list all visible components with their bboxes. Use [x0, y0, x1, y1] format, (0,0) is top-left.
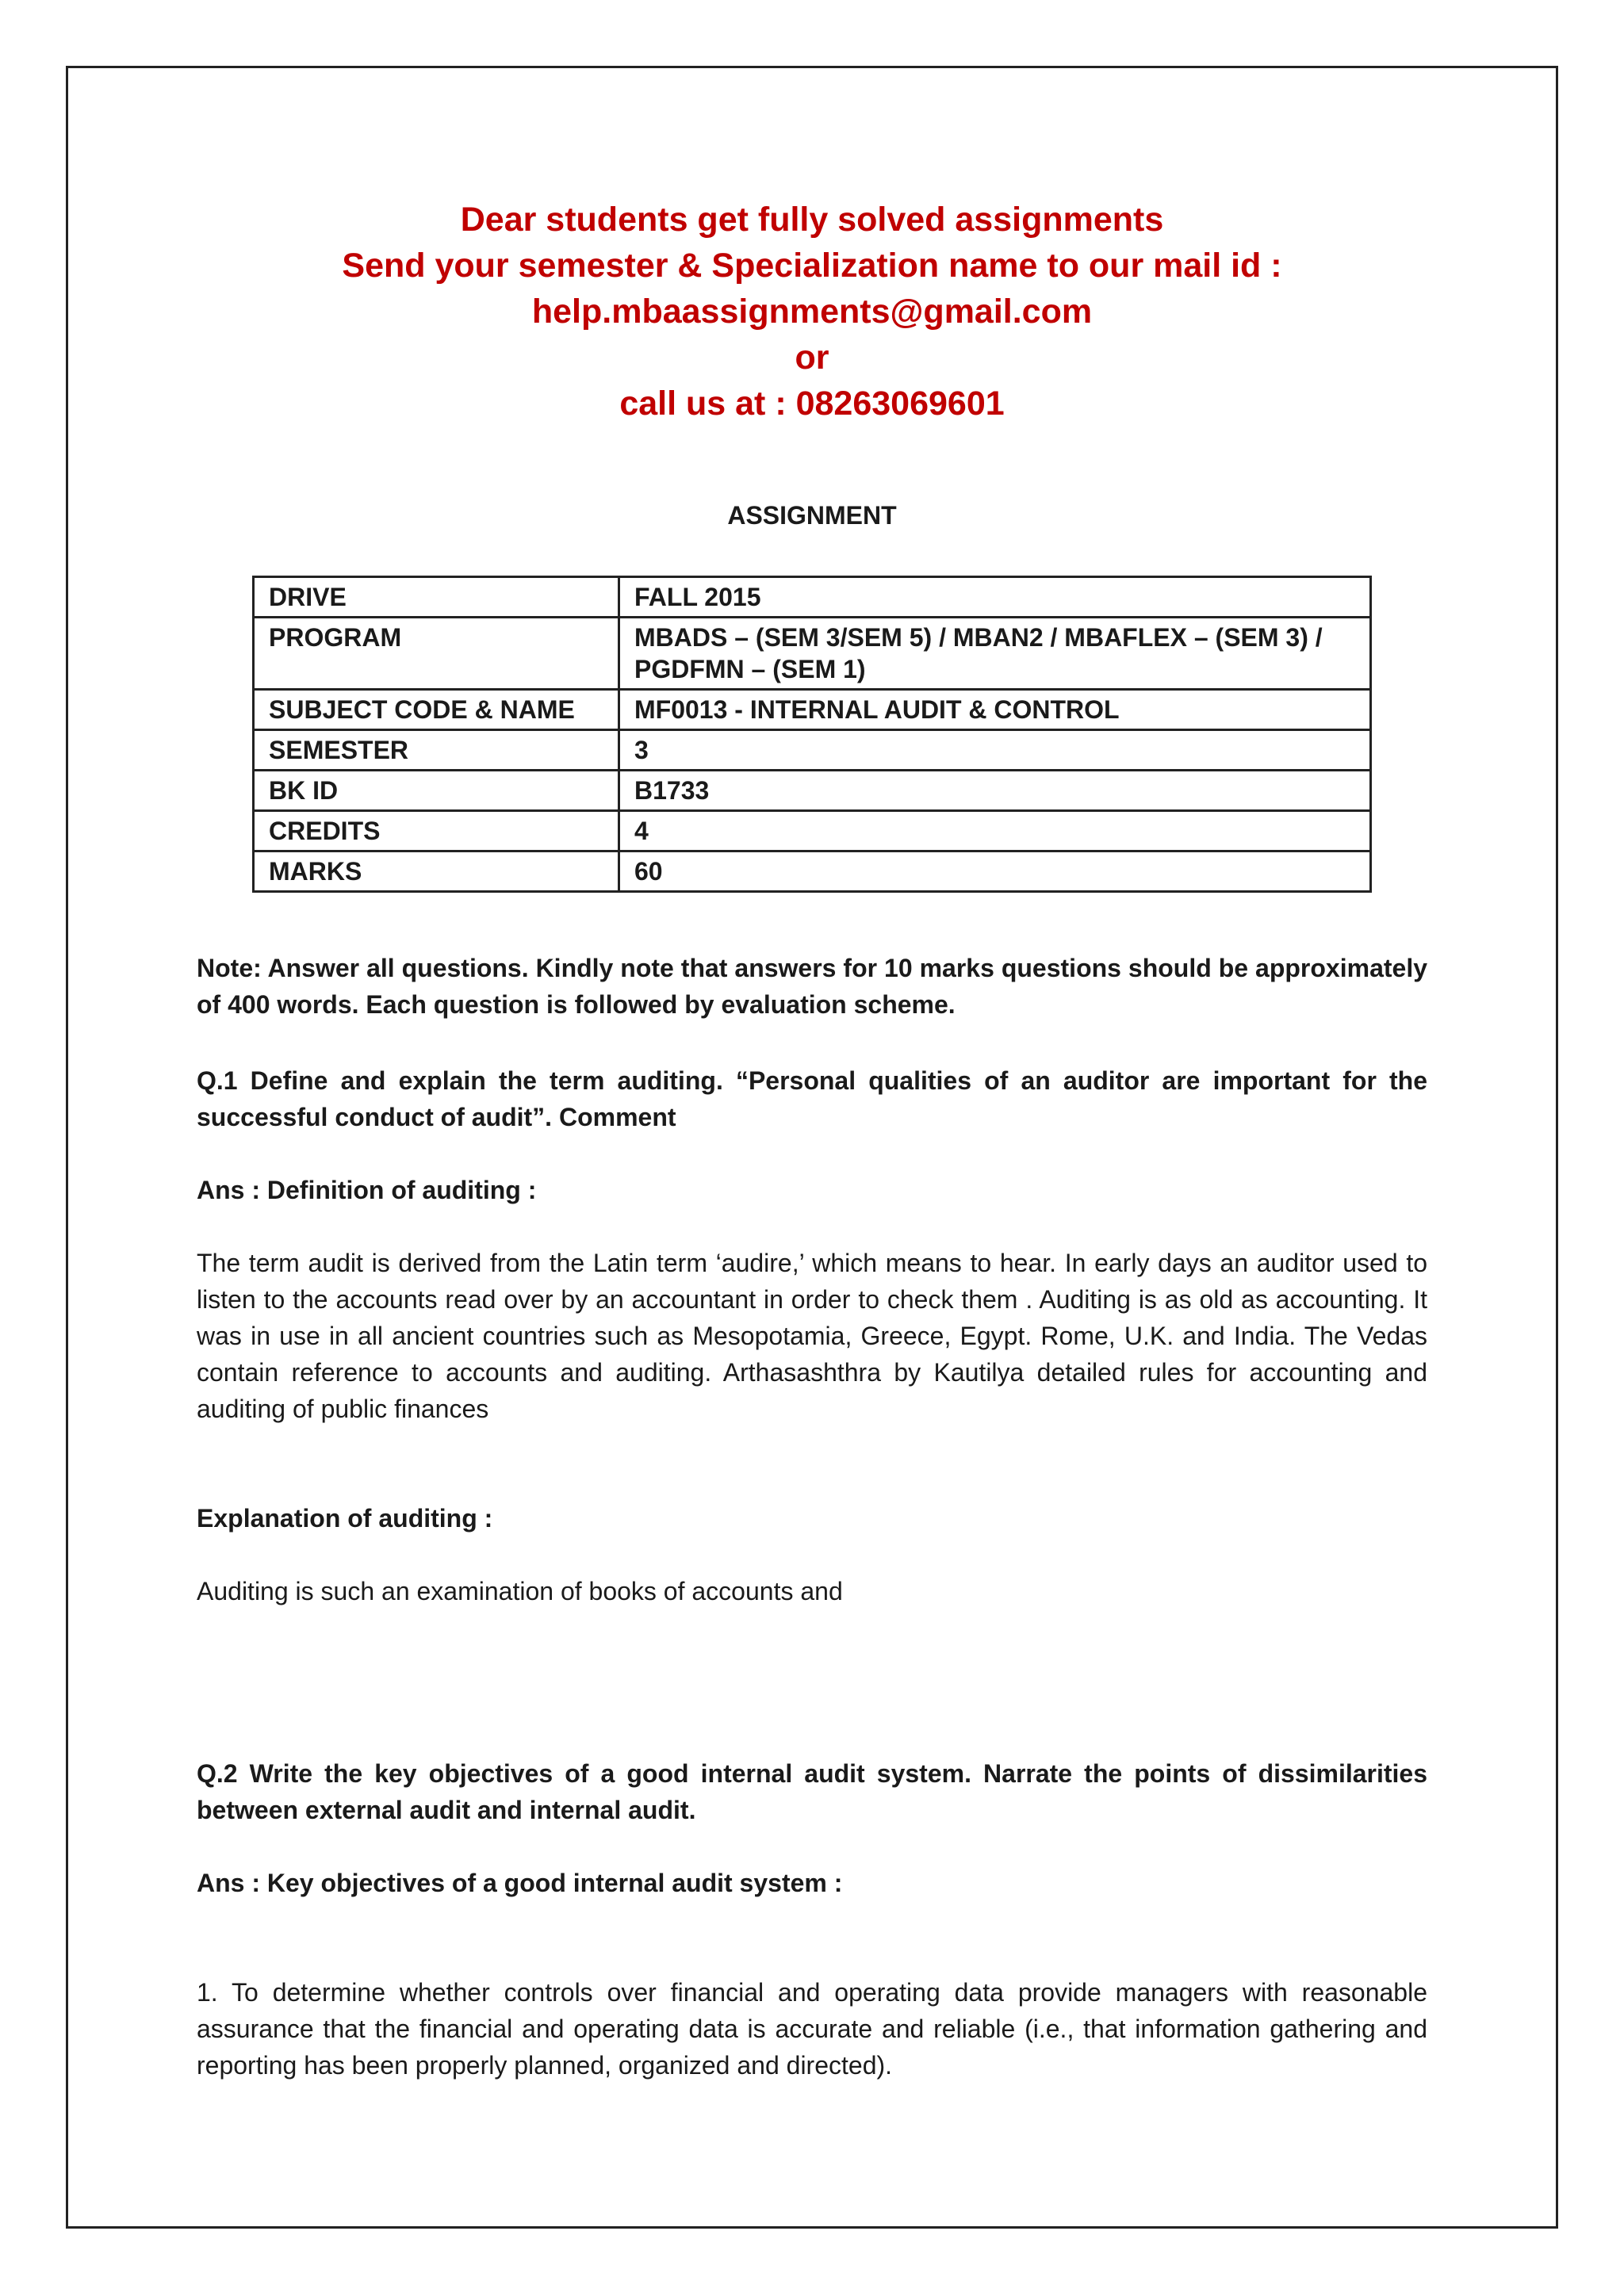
- table-key: MARKS: [254, 851, 619, 892]
- table-key: SUBJECT CODE & NAME: [254, 690, 619, 730]
- document-title: ASSIGNMENT: [727, 501, 897, 530]
- assignment-info-table: [252, 576, 1372, 893]
- table-value: FALL 2015: [619, 577, 1371, 618]
- promo-phone: call us at : 08263069601: [619, 385, 1005, 423]
- table-key: PROGRAM: [254, 618, 619, 690]
- table-value: 3: [619, 730, 1371, 771]
- table-value: 60: [619, 851, 1371, 892]
- answer-2-heading: Ans : Key objectives of a good internal audit system :: [197, 1869, 843, 1897]
- table-value: MF0013 - INTERNAL AUDIT & CONTROL: [619, 690, 1371, 730]
- promo-email: help.mbaassignments@gmail.com: [531, 293, 1093, 331]
- table-key: DRIVE: [254, 577, 619, 618]
- table-row: [254, 771, 1371, 811]
- promo-or: or: [795, 339, 829, 377]
- table-row: [254, 690, 1371, 730]
- promo-line-2: Send your semester & Specialization name to our mail id :: [342, 247, 1282, 285]
- table-row: [254, 730, 1371, 771]
- table-row: [254, 618, 1371, 690]
- answer-2-point-1: 1. To determine whether controls over financial and operating data provide managers with reasonable assurance that the financial and operating data is accurate and reliable (i.e., that information gathering and reporting has been properly planned, organized and directed).: [197, 1978, 1427, 2080]
- table-value: B1733: [619, 771, 1371, 811]
- answer-1-body: The term audit is derived from the Latin term ‘audire,’ which means to hear. In early days an auditor used to listen to the accounts read over by an accountant in order to check them . Auditing is as old as accounting. It was in use in all ancient countries such as Mesopotamia, Greece, Egypt. Rome, U.K. and India. The Vedas contain reference to accounts and auditing. Arthasashthra by Kautilya detailed rules for accounting and auditing of public finances: [197, 1249, 1427, 1423]
- answer-1-heading: Ans : Definition of auditing :: [197, 1176, 537, 1204]
- table-key: BK ID: [254, 771, 619, 811]
- table-key: SEMESTER: [254, 730, 619, 771]
- question-1: Q.1 Define and explain the term auditing. “Personal qualities of an auditor are important for the successful conduct of audit”. Comment: [197, 1066, 1427, 1131]
- explanation-body: Auditing is such an examination of books of accounts and: [197, 1577, 843, 1605]
- table-row: [254, 811, 1371, 851]
- table-row: [254, 577, 1371, 618]
- promo-line-1: Dear students get fully solved assignments: [460, 201, 1164, 239]
- note-paragraph: Note: Answer all questions. Kindly note that answers for 10 marks questions should be approximately of 400 words. Each question is followed by evaluation scheme.: [197, 954, 1427, 1019]
- table-key: CREDITS: [254, 811, 619, 851]
- question-2: Q.2 Write the key objectives of a good internal audit system. Narrate the points of dissimilarities between external audit and internal audit.: [197, 1759, 1427, 1824]
- explanation-heading: Explanation of auditing :: [197, 1504, 493, 1533]
- table-value: MBADS – (SEM 3/SEM 5) / MBAN2 / MBAFLEX – (SEM 3) / PGDFMN – (SEM 1): [619, 618, 1371, 690]
- table-value: 4: [619, 811, 1371, 851]
- table-row: [254, 851, 1371, 892]
